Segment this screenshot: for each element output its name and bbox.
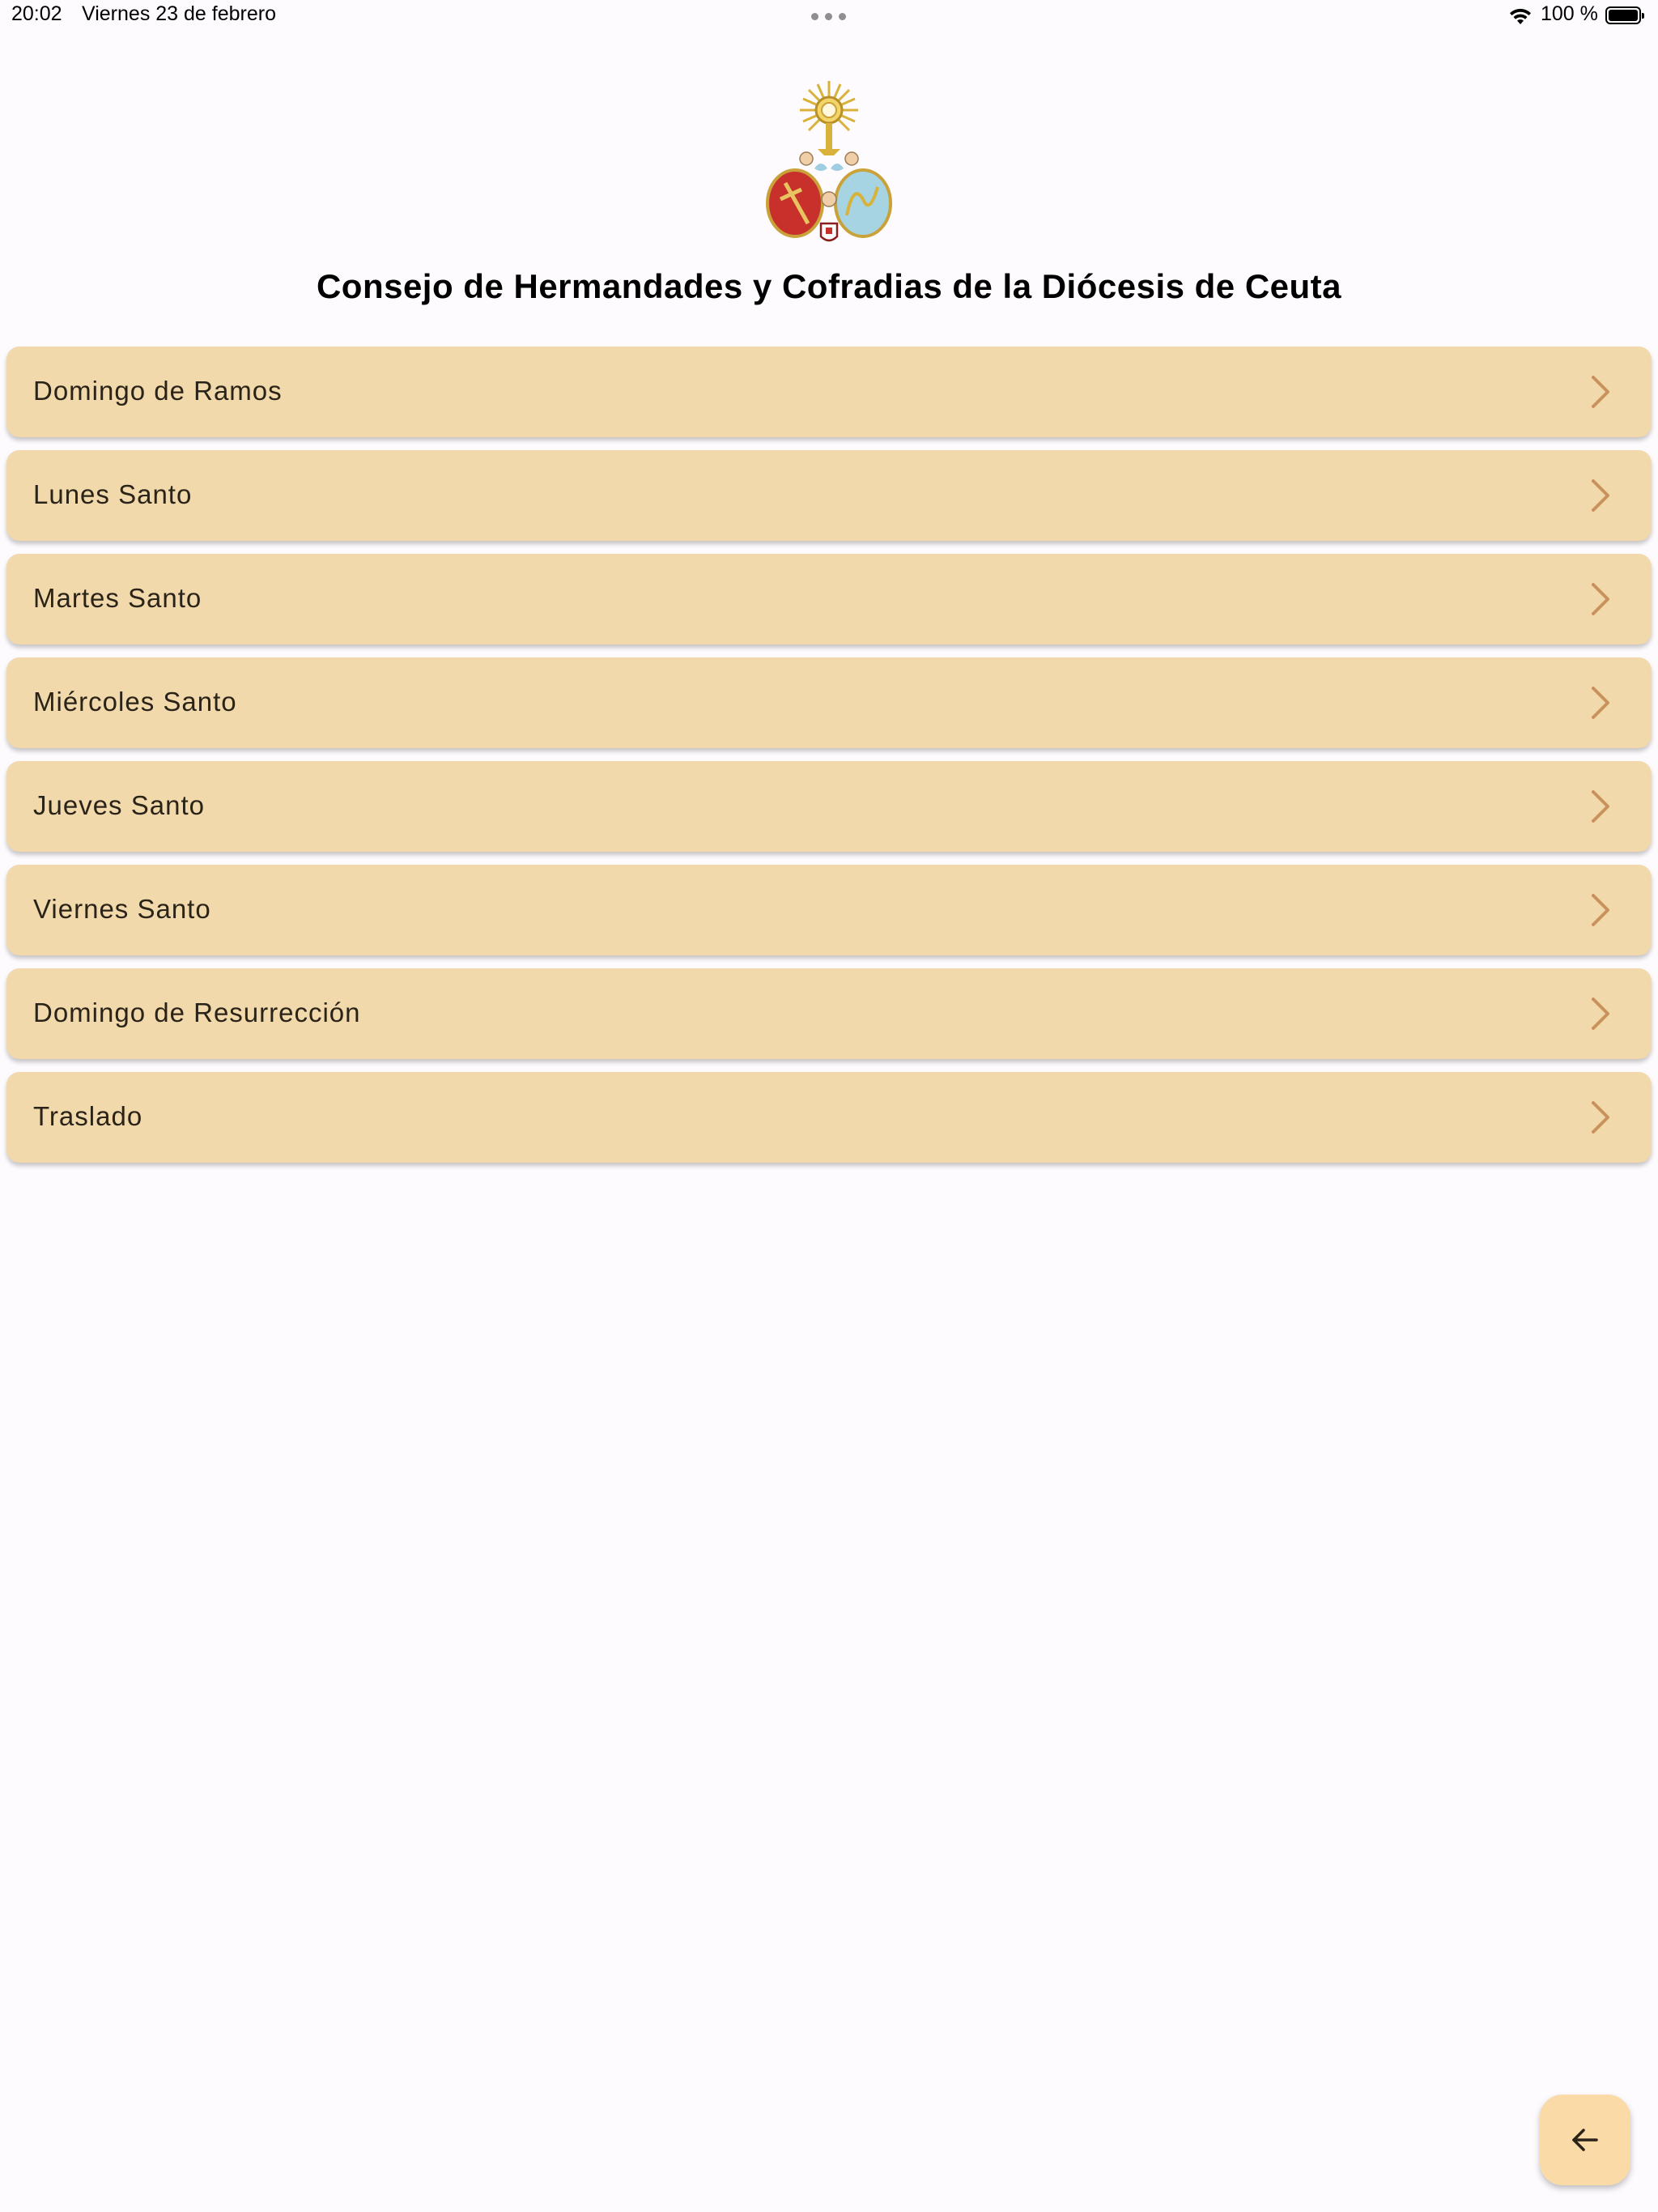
day-list: [6, 347, 1652, 1176]
status-date: Viernes 23 de febrero: [82, 2, 276, 25]
list-item-miercoles-santo[interactable]: [6, 657, 1652, 748]
arrow-back-icon: [1569, 2124, 1601, 2156]
brotherhood-crest-logo: [756, 78, 902, 248]
status-bar: [0, 0, 1658, 32]
list-item-viernes-santo[interactable]: [6, 865, 1652, 955]
list-item-domingo-de-ramos[interactable]: [6, 347, 1652, 437]
chevron-right-icon: [1590, 789, 1611, 824]
list-item-label: Martes Santo: [33, 583, 202, 613]
list-item-label: Traslado: [33, 1101, 143, 1131]
chevron-right-icon: [1590, 374, 1611, 410]
battery-icon: [1605, 6, 1641, 24]
list-item-label: Domingo de Resurrección: [33, 998, 361, 1027]
chevron-right-icon: [1590, 581, 1611, 617]
chevron-right-icon: [1590, 685, 1611, 721]
list-item-label: Jueves Santo: [33, 790, 205, 820]
list-item-label: Lunes Santo: [33, 479, 193, 509]
list-item-martes-santo[interactable]: [6, 554, 1652, 644]
list-item-label: Domingo de Ramos: [33, 376, 283, 406]
list-item-domingo-de-resurreccion[interactable]: [6, 968, 1652, 1059]
battery-percentage: 100 %: [1541, 2, 1598, 25]
list-item-jueves-santo[interactable]: [6, 761, 1652, 852]
list-item-lunes-santo[interactable]: [6, 450, 1652, 541]
chevron-right-icon: [1590, 996, 1611, 1032]
wifi-icon: [1507, 5, 1533, 26]
list-item-label: Miércoles Santo: [33, 687, 237, 717]
back-button[interactable]: [1540, 2095, 1630, 2185]
chevron-right-icon: [1590, 1100, 1611, 1135]
list-item-label: Viernes Santo: [33, 894, 211, 924]
list-item-traslado[interactable]: [6, 1072, 1652, 1163]
status-time: 20:02: [11, 2, 62, 25]
chevron-right-icon: [1590, 892, 1611, 928]
page-title: Consejo de Hermandades y Cofradias de la Diócesis de Ceuta: [316, 267, 1342, 305]
multitasking-dots-icon[interactable]: [811, 13, 846, 20]
chevron-right-icon: [1590, 478, 1611, 513]
